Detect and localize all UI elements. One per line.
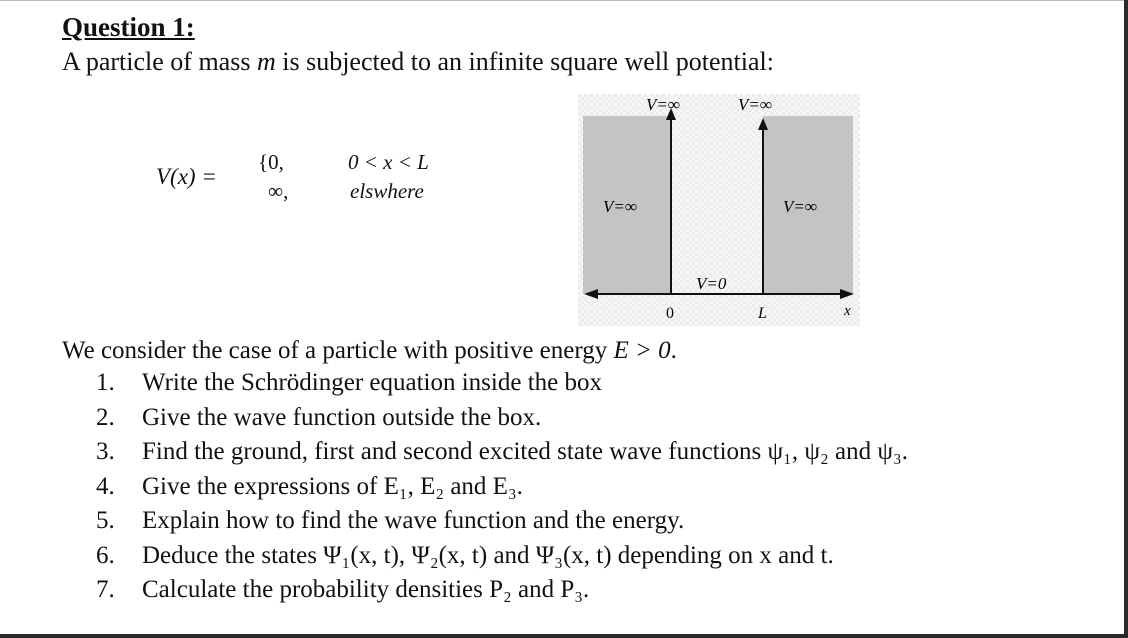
item-text: Deduce the states Ψ₁(x, t), Ψ₂(x, t) and Ψ₃(x, t) depending on x and t.: [142, 541, 834, 569]
item-text: Explain how to find the wave function and the energy.: [142, 507, 685, 534]
list-item: [96, 575, 908, 610]
list-item: [96, 437, 908, 472]
list-item: [96, 541, 908, 576]
top-border: [0, 0, 1128, 1]
energy-condition: E > 0: [613, 337, 671, 364]
potential-lhs: V(x) =: [156, 164, 217, 189]
list-item: [96, 368, 908, 403]
case-inside-condition: 0 < x < L: [348, 150, 429, 174]
origin-tick-label: 0: [666, 305, 674, 322]
energy-statement: [62, 337, 677, 365]
item-text: Give the wave function outside the box.: [142, 403, 542, 431]
item-text: Calculate the probability densities P₂ and P₃.: [142, 576, 590, 603]
intro-text-end: is subjected to an infinite square well potential:: [275, 47, 774, 76]
case-outside-condition: elswhere: [350, 179, 424, 203]
bottom-border: [0, 634, 1128, 638]
x-axis-label: x: [844, 303, 851, 319]
square-well-figure: [578, 94, 860, 326]
item-number: 4.: [96, 472, 115, 500]
wall-tick-label: L: [758, 305, 767, 322]
item-text: Give the expressions of E₁, E₂ and E₃.: [142, 472, 523, 500]
item-number: 5.: [96, 507, 115, 534]
top-left-potential-label: V=∞: [646, 95, 680, 114]
left-brace-icon: {: [258, 150, 269, 174]
item-number: 1.: [96, 369, 115, 396]
inside-potential-label: V=0: [696, 274, 727, 293]
item-text: Write the Schrödinger equation inside the box: [142, 369, 602, 396]
question-intro: [62, 47, 774, 77]
item-number: 2.: [96, 403, 115, 431]
intro-text-start: A particle of mass: [62, 47, 257, 76]
item-number: 6.: [96, 541, 115, 569]
question-list: [96, 368, 908, 610]
question-title: Question 1:: [62, 12, 195, 42]
potential-definition: [156, 148, 486, 218]
list-item: [96, 506, 908, 541]
energy-statement-end: .: [670, 337, 677, 364]
item-text: Find the ground, first and second excited state wave functions ψ₁, ψ₂ and ψ₃.: [142, 438, 908, 465]
list-item: [96, 472, 908, 507]
case-inside-value: {0,: [258, 150, 284, 174]
left-region-potential-label: V=∞: [603, 197, 637, 216]
square-well-diagram: [578, 94, 860, 326]
energy-statement-text: We consider the case of a particle with positive energy: [62, 337, 614, 364]
item-number: 7.: [96, 576, 115, 603]
top-right-potential-label: V=∞: [738, 95, 772, 114]
right-border: [1124, 0, 1128, 638]
item-number: 3.: [96, 438, 115, 465]
right-region-potential-label: V=∞: [783, 197, 817, 216]
list-item: [96, 403, 908, 438]
mass-variable: m: [256, 47, 276, 76]
case-outside-value: ∞,: [268, 179, 289, 203]
